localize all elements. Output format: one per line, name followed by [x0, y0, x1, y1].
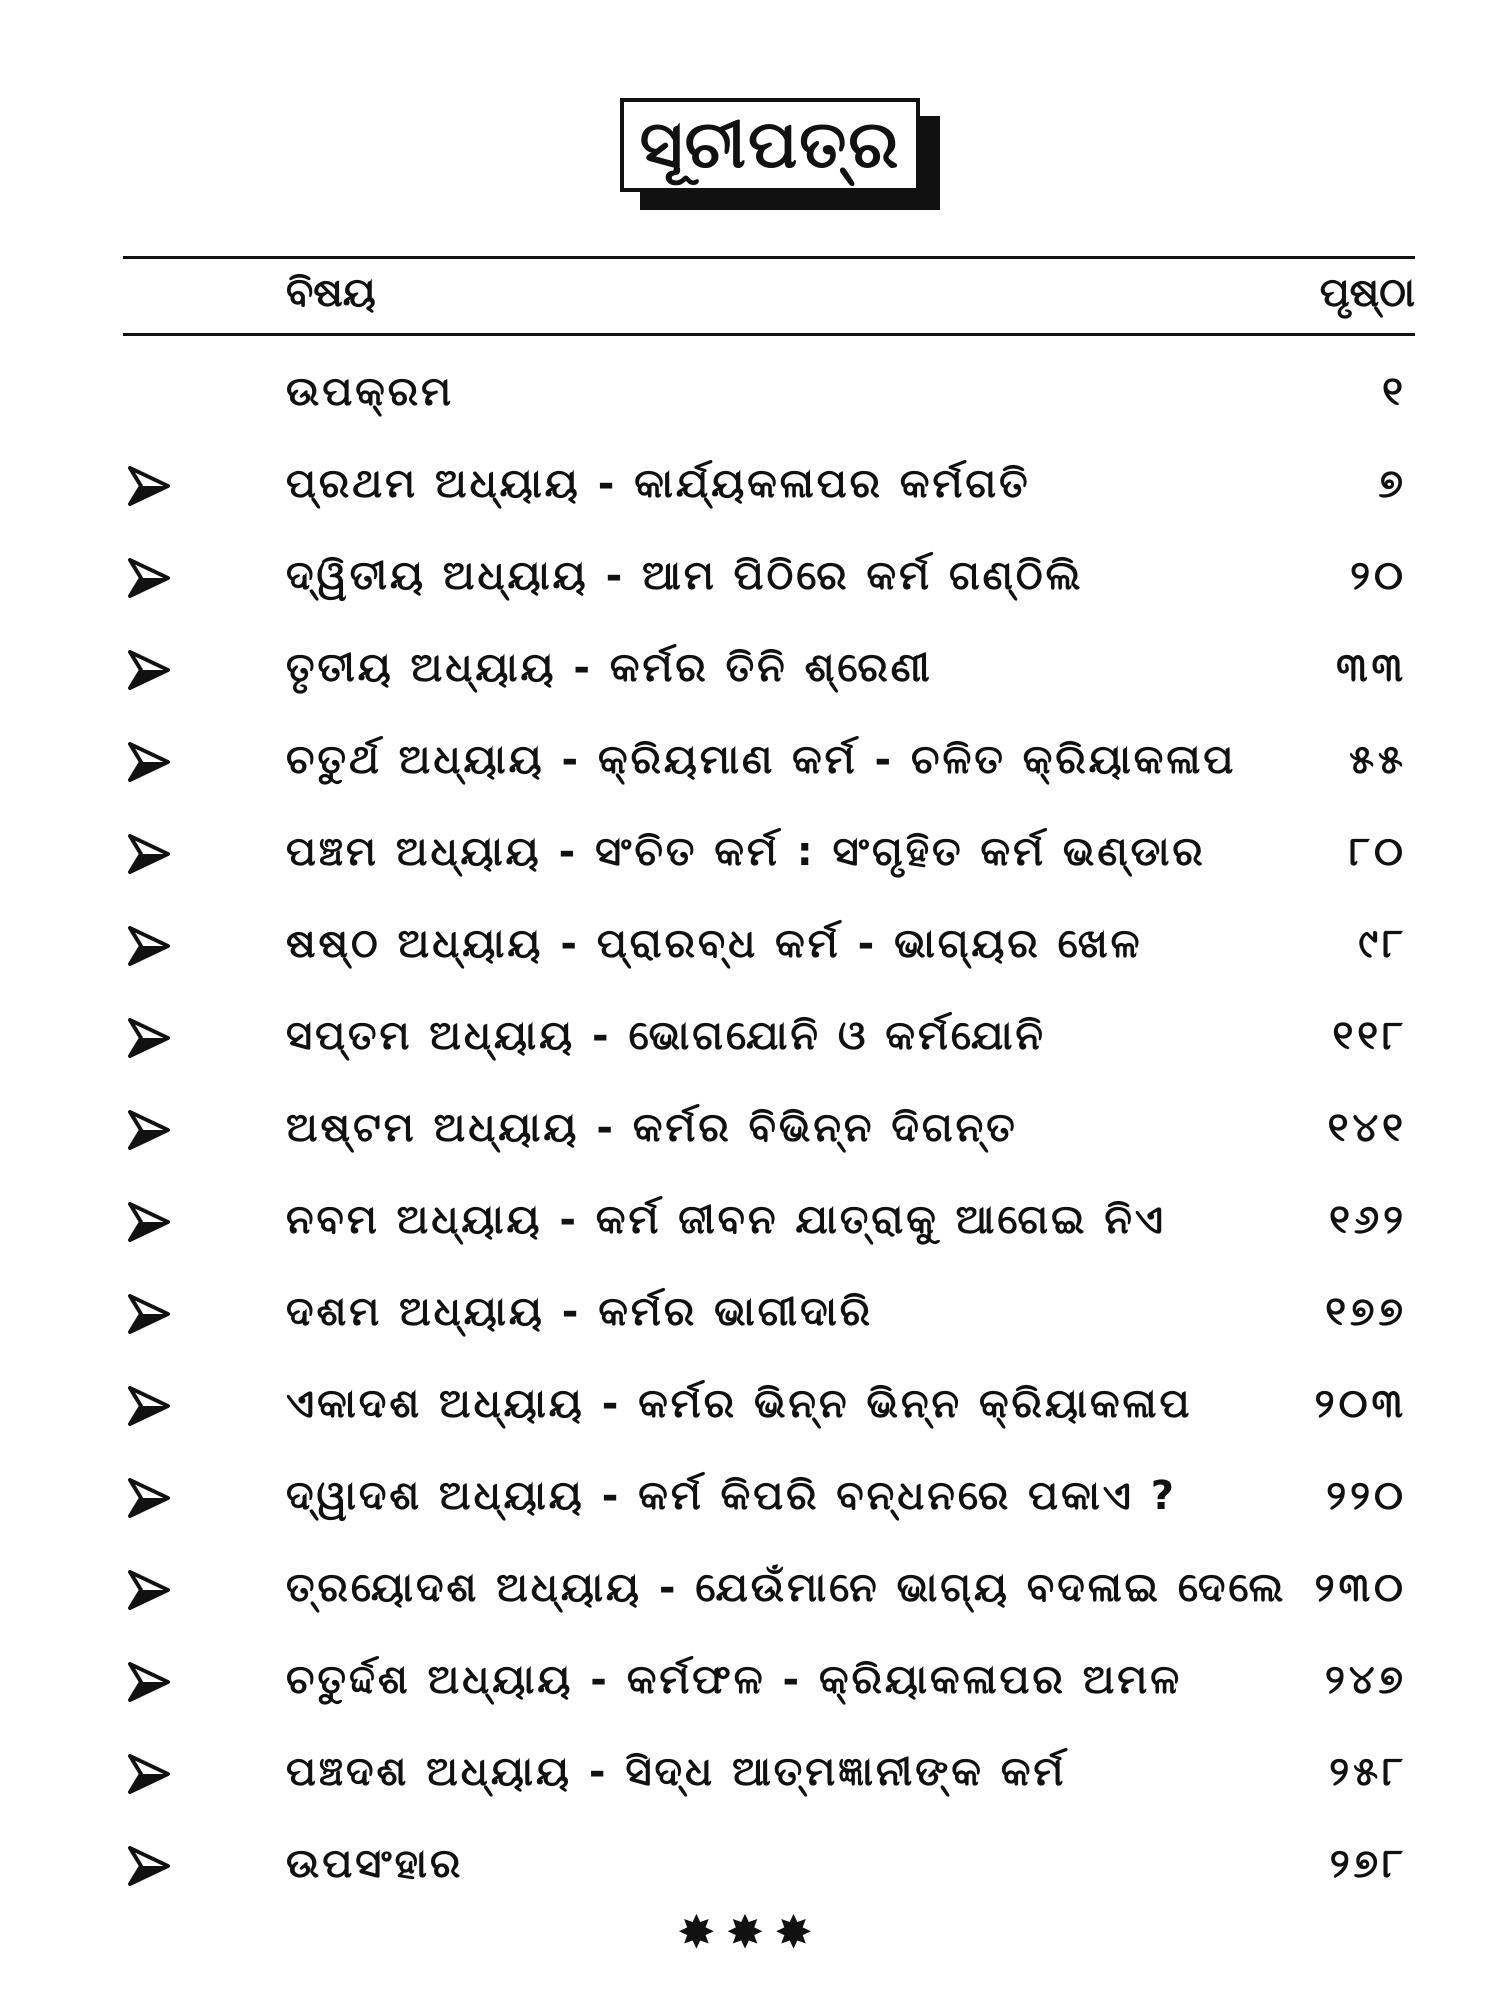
- entry-page-number: ୨୭୮: [1329, 1841, 1407, 1887]
- entry-page-number: ୯୮: [1358, 921, 1407, 967]
- entry-title: ଏକାଦଶ ଅଧ୍ୟାୟ - କର୍ମର ଭିନ୍ନ ଭିନ୍ନ କ୍ରିୟାକଳାପ: [286, 1381, 1193, 1427]
- entry-title: ଉପସଂହାର: [286, 1841, 464, 1887]
- arrow-marker-icon: [127, 1385, 171, 1427]
- entry-page-number: ୧୪୧: [1327, 1105, 1407, 1151]
- entry-title: ଦ୍ୱାଦଶ ଅଧ୍ୟାୟ - କର୍ମ କିପରି ବନ୍ଧନରେ ପକାଏ ?: [286, 1473, 1178, 1519]
- arrow-marker-icon: [127, 649, 171, 691]
- toc-entry: [123, 347, 1415, 439]
- arrow-marker-icon: [127, 1661, 171, 1703]
- table-of-contents: [123, 347, 1415, 1911]
- header-top-rule: [123, 256, 1415, 259]
- arrow-marker-icon: [127, 833, 171, 875]
- toc-entry: [123, 1451, 1415, 1543]
- entry-title: ପଞ୍ଚଦଶ ଅଧ୍ୟାୟ - ସିଦ୍ଧ ଆତ୍ମଜ୍ଞାନୀଙ୍କ କର୍ମ: [286, 1749, 1067, 1795]
- page-column-label: ପୃଷ୍ଠା: [1319, 270, 1415, 316]
- entry-page-number: ୫୫: [1349, 737, 1407, 783]
- entry-title: ଷଷ୍ଠ ଅଧ୍ୟାୟ - ପ୍ରାରବ୍ଧ କର୍ମ - ଭାଗ୍ୟର ଖେଳ: [286, 921, 1143, 967]
- subject-column-label: ବିଷୟ: [286, 270, 376, 316]
- toc-entry: [123, 899, 1415, 991]
- toc-entry: [123, 1175, 1415, 1267]
- entry-page-number: ୨୪୭: [1324, 1657, 1407, 1703]
- entry-page-number: ୮୦: [1349, 829, 1407, 875]
- header-bottom-rule: [123, 333, 1415, 336]
- arrow-marker-icon: [127, 741, 171, 783]
- toc-entry: [123, 1727, 1415, 1819]
- column-header: [123, 262, 1415, 328]
- arrow-marker-icon: [127, 1845, 171, 1887]
- toc-entry: [123, 991, 1415, 1083]
- entry-title: ନବମ ଅଧ୍ୟାୟ - କର୍ମ ଜୀବନ ଯାତ୍ରାକୁ ଆଗେଇ ନିଏ: [286, 1197, 1167, 1243]
- arrow-marker-icon: [127, 1109, 171, 1151]
- title-box: [620, 98, 920, 192]
- entry-page-number: ୨୫୮: [1329, 1749, 1407, 1795]
- arrow-marker-icon: [127, 557, 171, 599]
- toc-entry: [123, 439, 1415, 531]
- toc-entry: [123, 531, 1415, 623]
- entry-page-number: ୧୧୮: [1332, 1013, 1407, 1059]
- entry-title: ପଞ୍ଚମ ଅଧ୍ୟାୟ - ସଂଚିତ କର୍ମ : ସଂଗୃହିତ କର୍ମ ଭଣ୍ଡାର: [286, 829, 1206, 875]
- toc-entry: [123, 715, 1415, 807]
- toc-entry: [123, 1543, 1415, 1635]
- toc-entry: [123, 1819, 1415, 1911]
- contents-title-frame: [620, 98, 940, 210]
- toc-entry: [123, 1083, 1415, 1175]
- page-title: ସୂଚୀପତ୍ର: [639, 106, 901, 183]
- entry-title: ତ୍ରୟୋଦଶ ଅଧ୍ୟାୟ - ଯେଉଁମାନେ ଭାଗ୍ୟ ବଦଳାଇ ଦେଲେ: [286, 1565, 1287, 1611]
- entry-title: ଦ୍ୱିତୀୟ ଅଧ୍ୟାୟ - ଆମ ପିଠିରେ କର୍ମ ଗଣ୍ଠିଲି: [286, 553, 1084, 599]
- entry-page-number: ୨୩୦: [1314, 1565, 1407, 1611]
- entry-title: ସପ୍ତମ ଅଧ୍ୟାୟ - ଭୋଗଯୋନି ଓ କର୍ମଯୋନି: [286, 1013, 1046, 1059]
- toc-entry: [123, 1359, 1415, 1451]
- toc-entry: [123, 1267, 1415, 1359]
- entry-page-number: ୧: [1382, 369, 1407, 415]
- entry-page-number: ୨୦୩: [1314, 1381, 1407, 1427]
- arrow-marker-icon: [127, 925, 171, 967]
- arrow-marker-icon: [127, 1753, 171, 1795]
- entry-title: ପ୍ରଥମ ଅଧ୍ୟାୟ - କାର୍ଯ୍ୟକଳାପର କର୍ମଗତି: [286, 461, 1031, 507]
- entry-title: ଉପକ୍ରମ: [286, 369, 455, 415]
- arrow-marker-icon: [127, 1293, 171, 1335]
- entry-page-number: ୨୦: [1350, 553, 1407, 599]
- arrow-marker-icon: [127, 1201, 171, 1243]
- arrow-marker-icon: [127, 1569, 171, 1611]
- toc-entry: [123, 1635, 1415, 1727]
- entry-page-number: ୨୨୦: [1326, 1473, 1407, 1519]
- entry-title: ଚତୁର୍ଦ୍ଦଶ ଅଧ୍ୟାୟ - କର୍ମଫଳ - କ୍ରିୟାକଳାପର ଅମଳ: [286, 1657, 1183, 1703]
- toc-entry: [123, 623, 1415, 715]
- toc-entry: [123, 807, 1415, 899]
- end-ornament: ✸✸✸: [677, 1905, 823, 1959]
- entry-page-number: ୭: [1378, 461, 1407, 507]
- arrow-marker-icon: [127, 465, 171, 507]
- entry-title: ଅଷ୍ଟମ ଅଧ୍ୟାୟ - କର୍ମର ବିଭିନ୍ନ ଦିଗନ୍ତ: [286, 1105, 1018, 1151]
- entry-title: ତୃତୀୟ ଅଧ୍ୟାୟ - କର୍ମର ତିନି ଶ୍ରେଣୀ: [286, 645, 933, 691]
- entry-title: ଦଶମ ଅଧ୍ୟାୟ - କର୍ମର ଭାଗୀଦାରି: [286, 1289, 874, 1335]
- entry-page-number: ୧୬୨: [1329, 1197, 1407, 1243]
- entry-page-number: ୧୭୭: [1325, 1289, 1407, 1335]
- arrow-marker-icon: [127, 1477, 171, 1519]
- entry-page-number: ୩୩: [1336, 645, 1407, 691]
- arrow-marker-icon: [127, 1017, 171, 1059]
- entry-title: ଚତୁର୍ଥ ଅଧ୍ୟାୟ - କ୍ରିୟମାଣ କର୍ମ - ଚଳିତ କ୍ରିୟାକଳାପ: [286, 737, 1237, 783]
